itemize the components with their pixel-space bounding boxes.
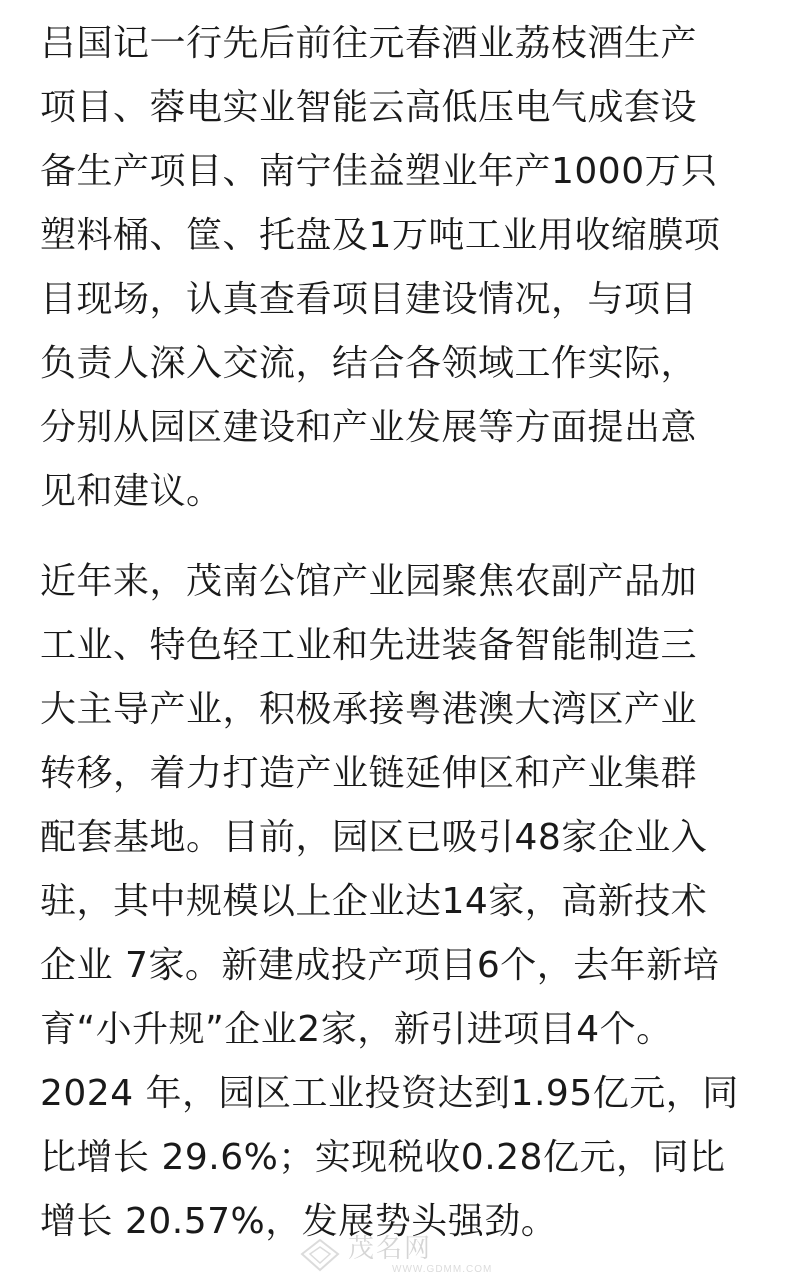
text-line: 负责人深入交流，结合各领域工作实际， [40, 343, 698, 384]
text-line: 目现场，认真查看项目建设情况，与项目 [40, 279, 698, 320]
paragraph-2 [40, 550, 739, 1254]
site-watermark [300, 1234, 520, 1280]
text-line: 转移，着力打造产业链延伸区和产业集群 [40, 753, 698, 794]
site-logo-icon [300, 1238, 340, 1272]
text-line: 增长 20.57%，发展势头强劲。 [40, 1201, 558, 1242]
text-line: 工业、特色轻工业和先进装备智能制造三 [40, 625, 698, 666]
text-line: 备生产项目、南宁佳益塑业年产1000万只 [40, 151, 718, 192]
text-line: 分别从园区建设和产业发展等方面提出意 [40, 407, 698, 448]
text-line: 塑料桶、筐、托盘及1万吨工业用收缩膜项 [40, 215, 721, 256]
text-line: 见和建议。 [40, 471, 223, 512]
text-line: 配套基地。目前，园区已吸引48家企业入 [40, 817, 708, 858]
paragraph-1 [40, 12, 720, 524]
text-line: 驻，其中规模以上企业达14家，高新技术 [40, 881, 708, 922]
text-line: 吕国记一行先后前往元春酒业荔枝酒生产 [40, 23, 698, 64]
text-line: 项目、蓉电实业智能云高低压电气成套设 [40, 87, 698, 128]
text-line: 大主导产业，积极承接粤港澳大湾区产业 [40, 689, 698, 730]
watermark-text: 茂名网 [348, 1234, 433, 1264]
text-line: 企业 7家。新建成投产项目6个，去年新培 [40, 945, 720, 986]
text-line: 育“小升规”企业2家，新引进项目4个。 [40, 1009, 673, 1050]
text-line: 近年来，茂南公馆产业园聚焦农副产品加 [40, 561, 698, 602]
text-line: 比增长 29.6%；实现税收0.28亿元，同比 [40, 1137, 726, 1178]
text-line: 2024 年，园区工业投资达到1.95亿元，同 [40, 1073, 739, 1114]
watermark-url: WWW.GDMM.COM [392, 1264, 493, 1275]
